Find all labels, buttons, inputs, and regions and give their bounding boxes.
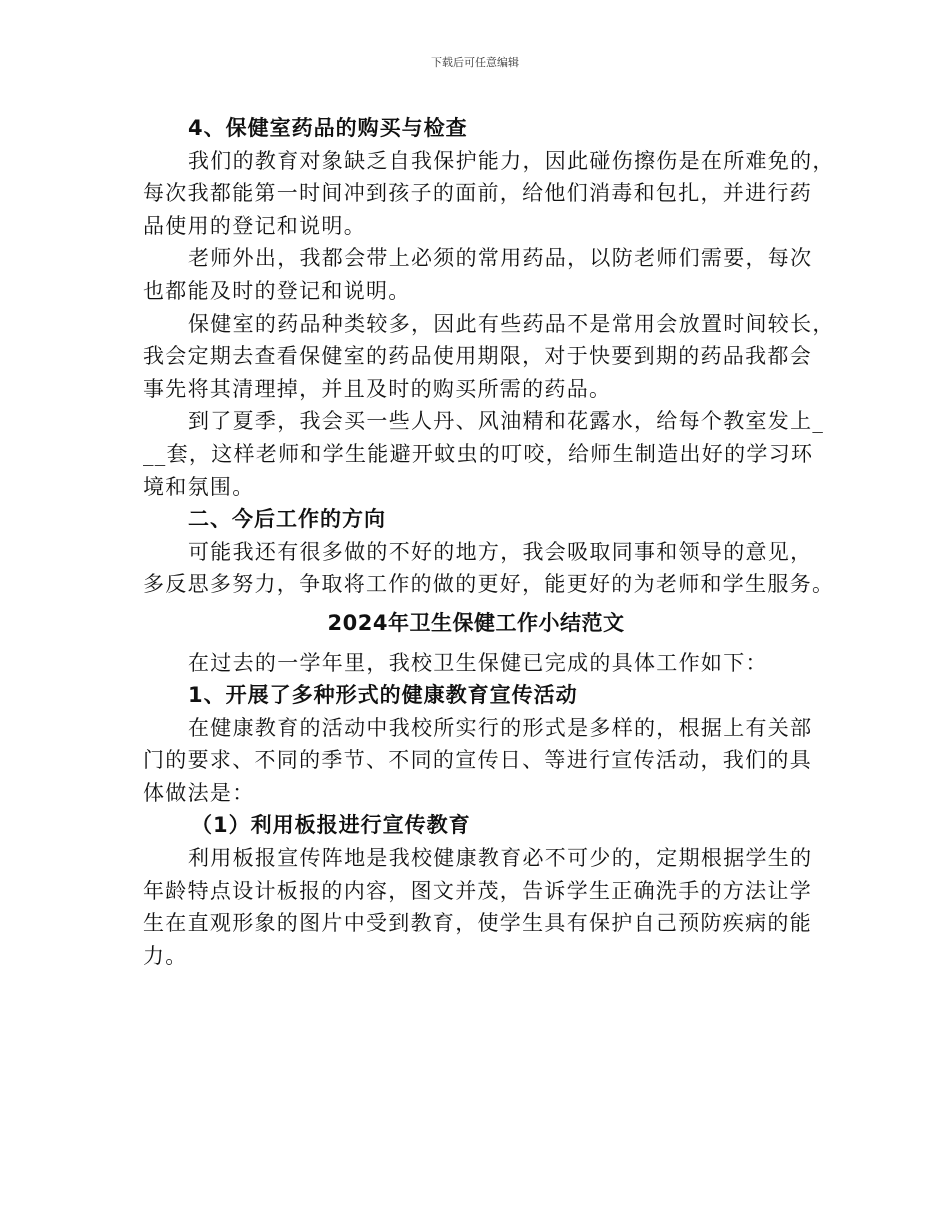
paragraph-line: __套，这样老师和学生能避开蚊虫的叮咬，给师生制造出好的学习环 [143, 441, 814, 466]
paragraph-line: 我们的教育对象缺乏自我保护能力，因此碰伤擦伤是在所难免的， [188, 148, 835, 173]
paragraph-line: 多反思多努力，争取将工作的做的更好，能更好的为老师和学生服务。 [143, 572, 835, 597]
paragraph-line: 门的要求、不同的季节、不同的宣传日、等进行宣传活动，我们的具 [143, 748, 812, 773]
paragraph-line: 年龄特点设计板报的内容，图文并茂，告诉学生正确洗手的方法让学 [143, 878, 812, 903]
paragraph-line: 保健室的药品种类较多，因此有些药品不是常用会放置时间较长， [188, 311, 835, 336]
paragraph-line: 体做法是： [143, 780, 255, 805]
paragraph-line: 在过去的一学年里，我校卫生保健已完成的具体工作如下： [188, 650, 768, 675]
paragraph-line: 利用板报宣传阵地是我校健康教育必不可少的，定期根据学生的 [188, 846, 813, 871]
paragraph-line: 力。 [143, 943, 188, 968]
document-title: 2024年卫生保健工作小结范文 [327, 611, 625, 636]
section-heading: 二、今后工作的方向 [188, 507, 386, 532]
paragraph-line: 老师外出，我都会带上必须的常用药品，以防老师们需要，每次 [188, 246, 813, 271]
paragraph-line: 生在直观形象的图片中受到教育，使学生具有保护自己预防疾病的能 [143, 911, 812, 936]
page-header: 下载后可任意编辑 [431, 56, 519, 69]
section-heading: 1、开展了多种形式的健康教育宣传活动 [188, 683, 578, 708]
paragraph-line: 事先将其清理掉，并且及时的购买所需的药品。 [143, 376, 612, 401]
paragraph-line: 也都能及时的登记和说明。 [143, 278, 411, 303]
document-body [143, 112, 835, 972]
section-heading: （1）利用板报进行宣传教育 [191, 813, 471, 838]
paragraph-line: 每次我都能第一时间冲到孩子的面前，给他们消毒和包扎，并进行药 [143, 181, 812, 206]
paragraph-line: 境和氛围。 [143, 474, 255, 499]
paragraph-line: 我会定期去查看保健室的药品使用期限，对于快要到期的药品我都会 [143, 344, 812, 369]
paragraph-line: 到了夏季，我会买一些人丹、风油精和花露水，给每个教室发上_ [188, 409, 825, 434]
section-heading: 4、保健室药品的购买与检查 [188, 116, 468, 140]
paragraph-line: 在健康教育的活动中我校所实行的形式是多样的，根据上有关部 [188, 715, 813, 740]
paragraph-line: 品使用的登记和说明。 [143, 213, 366, 238]
paragraph-line: 可能我还有很多做的不好的地方，我会吸取同事和领导的意见， [188, 539, 813, 564]
